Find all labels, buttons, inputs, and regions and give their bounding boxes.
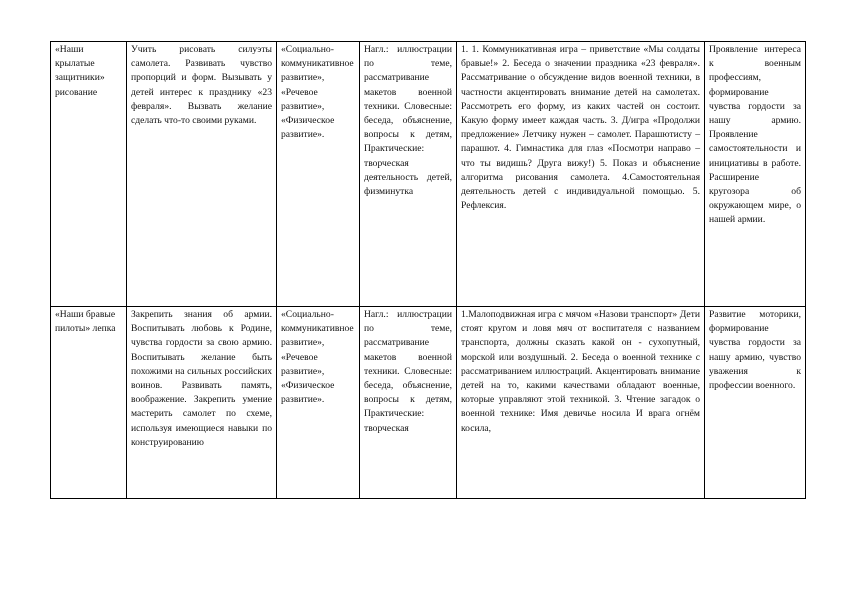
goals-text: Закрепить знания об армии. Воспитывать любовь к Родине, чувства гордости за свою армию. Воспитывать желание быть похожими на сильных российских воинов. Развивать память, воображение. Закрепить умение мастерить самолет по схеме, используя имеющиеся навыки по конструированию (131, 309, 272, 448)
activities-cell (457, 307, 705, 499)
areas-cell (277, 42, 360, 307)
goals-cell (127, 307, 277, 499)
topic-text: «Наши бравые пилоты» лепка (55, 309, 116, 335)
outcomes-cell (705, 42, 806, 307)
outcomes-text: Развитие моторики, формирование чувства гордости за нашу армию, чувство уважения к профессии военного. (709, 309, 801, 392)
lesson-plan-table (50, 41, 806, 499)
outcomes-cell (705, 307, 806, 499)
topic-cell (51, 307, 127, 499)
topic-cell (51, 42, 127, 307)
table-row (51, 42, 806, 307)
table-row (51, 307, 806, 499)
goals-text: Учить рисовать силуэты самолета. Развивать чувство пропорций и форм. Вызывать у детей интерес к празднику «23 февраля». Вызвать желание сделать что-то своими руками. (131, 44, 272, 127)
areas-cell (277, 307, 360, 499)
activities-text: 1. 1. Коммуникативная игра – приветствие «Мы солдаты бравые!» 2. Беседа о значении праздника «23 февраля». Рассматривание о обсуждение видов военной техники, в частности акцентировать внимание детей на самолетах. Рассмотреть его форму, из каких частей он состоит. Какую форму имеет каждая часть. 3. Д/игра «Продолжи предложение» Летчику нужен – самолет. Парашютисту – парашют. 4. Гимнастика для глаз «Посмотри направо – что ты видишь? Друга вижу!) 5. Показ и объяснение алгоритма рисования самолета. 4.Самостоятельная деятельность детей с индивидуальной помощью. 5. Рефлексия. (461, 44, 700, 212)
methods-cell (360, 42, 457, 307)
areas-text: «Социально-коммуникативное развитие», «Речевое развитие», «Физическое развитие». (281, 44, 354, 141)
methods-cell (360, 307, 457, 499)
outcomes-text: Проявление интереса к военным профессиям, формирование чувства гордости за нашу армию. Проявление самостоятельности и инициативы в работе. Расширение кругозора об окружающем мире, о нашей армии. (709, 44, 801, 226)
activities-text: 1.Малоподвижная игра с мячом «Назови транспорт» Дети стоят кругом и ловя мяч от воспитателя с названием транспорта, должны сказать какой он - сухопутный, морской или воздушный. 2. Беседа о военной технике с рассматриванием иллюстраций. Акцентировать внимание детей на то, какими качествами обладают военные, которые управляют этой техникой. 3. Чтение загадок о военной технике: Имя девичье носила И врага огнём косила, (461, 309, 700, 434)
activities-cell (457, 42, 705, 307)
methods-text: Нагл.: иллюстрации по теме, рассматривание макетов военной техники. Словесные: беседа, объяснение, вопросы к детям, Практические: творческая деятельность детей, физминутка (364, 44, 452, 198)
topic-text: «Наши крылатые защитники» рисование (55, 44, 105, 98)
methods-text: Нагл.: иллюстрации по теме, рассматривание макетов военной техники. Словесные: беседа, объяснение, вопросы к детям, Практические: творческая (364, 309, 452, 434)
goals-cell (127, 42, 277, 307)
areas-text: «Социально-коммуникативное развитие», «Речевое развитие», «Физическое развитие». (281, 309, 354, 406)
